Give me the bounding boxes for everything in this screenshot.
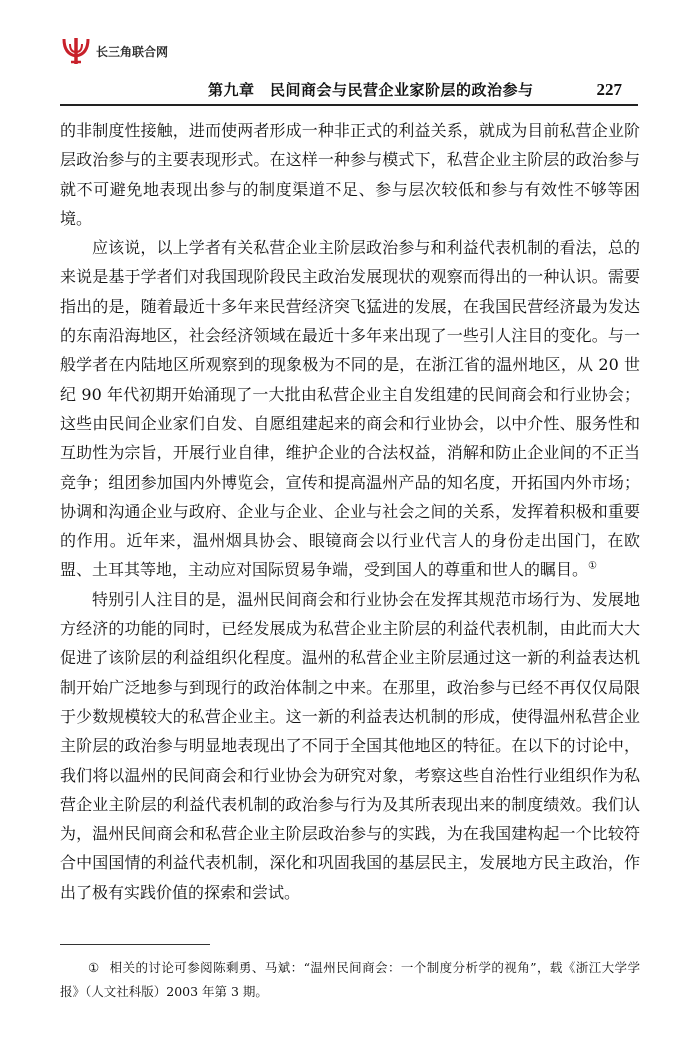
paragraph: 特别引人注目的是，温州民间商会和行业协会在发挥其规范市场行为、发展地方经济的功能的同时，已经发展成为私营企业主阶层的利益代表机制，由此而大大促进了该阶层的利益组织化程度。温州的私营企业主阶层通过这一新的利益表达机制开始广泛地参与到现行的政治体制之中来。在那里，政治参与已经不再仅仅局限于少数规模较大的私营企业主。这一新的利益表达机制的形成，使得温州私营企业主阶层的政治参与明显地表现出了不同于全国其他地区的特征。在以下的讨论中，我们将以温州的民间商会和行业协会为研究对象，考察这些自治性行业组织作为私营企业主阶层的利益代表机制的政治参与行为及其所表现出来的制度绩效。我们认为，温州民间商会和私营企业主阶层政治参与的实践，为在我国建构起一个比较符合中国国情的利益代表机制，深化和巩固我国的基层民主，发展地方民主政治，作出了极有实践价值的探索和尝试。 (60, 589, 640, 902)
paragraph-text: 应该说，以上学者有关私营企业主阶层政治参与和利益代表机制的看法，总的来说是基于学者们对我国现阶段民主政治发展现状的观察而得出的一种认识。需要指出的是，随着最近十多年来民营经济突飞猛进的发展，在我国民营经济最为发达的东南沿海地区，社会经济领域在最近十多年来出现了一些引人注目的变化。与一般学者在内陆地区所观察到的现象极为不同的是，在浙江省的温州地区，从 20 世纪 90 年代初期开始涌现了一大批由私营企业主自发组建的民间商会和行业协会；这些由民间企业家们自发、自愿组建起来的商会和行业协会，以中介性、服务性和互助性为宗旨，开展行业自律，维护企业的合法权益，消解和防止企业间的不正当竞争；组团参加国内外博览会，宣传和提高温州产品的知名度，开拓国内外市场；协调和沟通企业与政府、企业与企业、企业与社会之间的关系，发挥着积极和重要的作用。近年来，温州烟具协会、眼镜商会以行业代言人的身份走出国门，在欧盟、土耳其等地，主动应对国际贸易争端，受到国人的尊重和世人的瞩目。 (60, 238, 640, 580)
paragraph (60, 233, 640, 585)
footnote-mark: ① (88, 960, 100, 975)
page-number: 227 (596, 80, 622, 99)
footnote-reference[interactable]: ① (588, 561, 597, 573)
running-header (60, 74, 638, 106)
trident-logo-icon (60, 36, 92, 66)
logo-text: 长三角联合网 (96, 44, 169, 59)
footnote-divider (60, 944, 210, 945)
site-logo (60, 36, 168, 66)
footnote (60, 956, 640, 1004)
paragraph: 的非制度性接触，进而使两者形成一种非正式的利益关系，就成为目前私营企业阶层政治参与的主要表现形式。在这样一种参与模式下，私营企业主阶层的政治参与就不可避免地表现出参与的制度渠道不足、参与层次较低和参与有效性不够等困境。 (60, 121, 640, 228)
body-text (60, 116, 640, 907)
chapter-title: 第九章 民间商会与民营企业家阶层的政治参与 (208, 81, 534, 99)
footnote-text: 相关的讨论可参阅陈剩勇、马斌：“温州民间商会：一个制度分析学的视角”，载《浙江大学学报》（人文社科版）2003 年第 3 期。 (60, 960, 640, 999)
